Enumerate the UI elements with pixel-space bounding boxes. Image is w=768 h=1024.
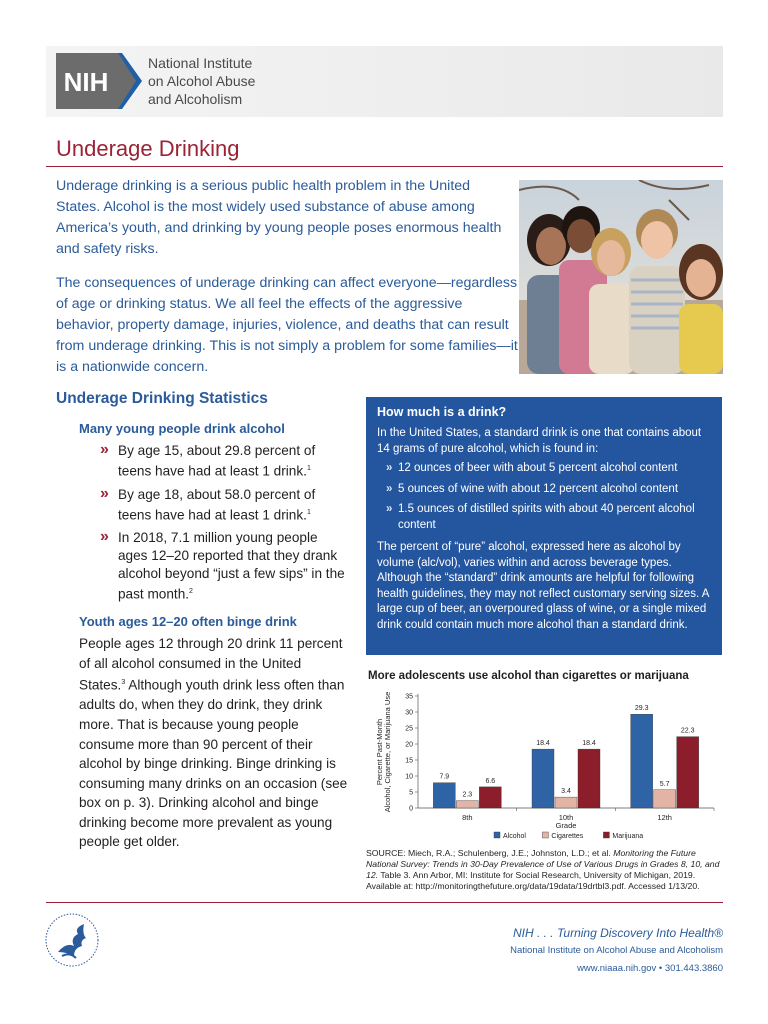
- data-label: 7.9: [439, 773, 450, 781]
- y-axis-label: Alcohol, Cigarette, or Marijuana Use: [383, 691, 392, 813]
- binge-paragraph: [79, 634, 351, 852]
- bar-cigarettes: [456, 801, 478, 808]
- subheading-drink-alcohol: Many young people drink alcohol: [79, 421, 285, 436]
- bullet-text: In 2018, 7.1 million young people ages 12–20 reported that they drank alcohol beyond “just a few sips” in the past month.: [118, 530, 345, 602]
- bullet-chevron-icon: »: [386, 503, 393, 515]
- y-tick-label: 15: [405, 757, 413, 765]
- legend-label: Marijuana: [612, 833, 644, 840]
- footer-divider: [46, 902, 723, 903]
- bar-marijuana: [677, 737, 699, 808]
- source-title: Monitoring the Future National Survey: Trends in 30-Day Prevalence of Use of Various Drugs in Grades 8, 10, and 12.: [366, 848, 720, 880]
- y-tick-label: 35: [405, 693, 413, 701]
- bar-marijuana: [578, 749, 600, 808]
- footer-org: National Institute on Alcohol Abuse and Alcoholism: [510, 945, 723, 956]
- data-label: 6.6: [485, 777, 496, 785]
- footnote-ref: 1: [306, 465, 311, 472]
- y-tick-label: 20: [405, 741, 413, 749]
- nih-logo: [56, 53, 142, 109]
- bullet-chevron-icon: »: [386, 462, 393, 474]
- title-divider: [46, 166, 723, 167]
- teens-group-photo: [519, 180, 723, 374]
- x-tick-label: 10th: [558, 813, 574, 822]
- data-label: 5.7: [659, 780, 670, 788]
- source-citation: [366, 848, 722, 892]
- data-label: 18.4: [536, 740, 550, 748]
- subheading-binge-drink: Youth ages 12–20 often binge drink: [79, 614, 297, 629]
- legend-label: Alcohol: [503, 833, 526, 840]
- box-item-text: 5 ounces of wine with about 12 percent alcohol content: [398, 483, 679, 495]
- y-tick-label: 0: [409, 805, 413, 813]
- intro-paragraph-1: Underage drinking is a serious public health problem in the United States. Alcohol is the most widely used substance of abuse among America’s youth, and drinking by young people poses enormous health and safety risks.: [56, 178, 502, 257]
- statistics-heading: Underage Drinking Statistics: [56, 390, 268, 407]
- org-line-3: and Alcoholism: [148, 91, 243, 107]
- bar-cigarettes: [555, 797, 577, 808]
- legend-swatch: [542, 832, 548, 838]
- bar-alcohol: [532, 749, 554, 808]
- legend-label: Cigarettes: [551, 833, 584, 840]
- standard-drink-box: [366, 397, 722, 655]
- chart-title: More adolescents use alcohol than cigarettes or marijuana: [368, 670, 689, 682]
- x-axis-label: Grade: [555, 821, 577, 830]
- bar-marijuana: [479, 787, 501, 808]
- data-label: 29.3: [634, 705, 649, 713]
- y-tick-label: 25: [405, 725, 413, 733]
- data-label: 2.3: [462, 791, 473, 799]
- source-prefix: SOURCE: Miech, R.A.; Schulenberg, J.E.; Johnston, L.D.; et al.: [366, 848, 614, 858]
- footer-contact: www.niaaa.nih.gov • 301.443.3860: [577, 963, 723, 974]
- data-label: 3.4: [561, 788, 571, 796]
- legend-swatch: [494, 832, 500, 838]
- box-item-text: 12 ounces of beer with about 5 percent alcohol content: [398, 462, 678, 474]
- bullet-text: By age 18, about 58.0 percent of teens have had at least 1 drink.: [118, 487, 316, 523]
- bullet-chevron-icon: »: [386, 483, 393, 495]
- footnote-ref: 3: [121, 679, 126, 687]
- y-tick-label: 10: [405, 773, 413, 781]
- box-item-text: 1.5 ounces of distilled spirits with about 40 percent alcohol content: [398, 503, 695, 531]
- x-tick-label: 8th: [462, 813, 473, 822]
- binge-text-part-1: People ages 12 through 20 drink 11 percent of all alcohol consumed in the United States.: [79, 636, 343, 693]
- bullet-text: By age 15, about 29.8 percent of teens have had at least 1 drink.: [118, 443, 316, 479]
- bullet-chevron-icon: »: [100, 528, 109, 545]
- bullet-chevron-icon: »: [100, 485, 109, 502]
- bar-alcohol: [631, 714, 653, 808]
- box-title: How much is a drink?: [377, 405, 507, 419]
- y-tick-label: 5: [409, 789, 413, 797]
- legend-swatch: [603, 832, 609, 838]
- bullet-chevron-icon: »: [100, 441, 109, 458]
- x-tick-label: 12th: [657, 813, 672, 822]
- footnote-ref: 2: [189, 588, 193, 595]
- nih-logo-text: NIH: [63, 67, 109, 97]
- bar-chart: [366, 686, 722, 846]
- footer-tagline: NIH . . . Turning Discovery Into Health®: [512, 926, 723, 940]
- data-label: 22.3: [680, 727, 695, 735]
- page-title: Underage Drinking: [56, 136, 240, 161]
- y-tick-label: 30: [405, 709, 413, 717]
- bar-cigarettes: [654, 790, 676, 808]
- org-line-2: on Alcohol Abuse: [148, 73, 256, 89]
- footnote-ref: 1: [306, 509, 311, 516]
- data-label: 18.4: [582, 740, 596, 748]
- org-line-1: National Institute: [148, 55, 253, 71]
- org-name: [148, 54, 255, 108]
- intro-paragraph-2: The consequences of underage drinking can affect everyone—regardless of age or drinking status. We all feel the effects of the aggressive behavior, property damage, injuries, violence, and deaths that can result from underage drinking. This is not simply a problem for some families—it is a nationwide concern.: [56, 275, 518, 375]
- source-suffix: Table 3. Ann Arbor, MI: Institute for Social Research, University of Michigan, 2019. Available at: http://monitoringthefuture.org/data/19data/19drtbl3.pdf. Accessed 1/13/20.: [366, 870, 700, 891]
- bar-alcohol: [433, 783, 455, 808]
- hhs-seal-icon: [44, 912, 100, 968]
- box-body: The percent of “pure” alcohol, expressed here as alcohol by volume (alc/vol), varies within and across beverage types. Although the “standard” drink amounts are helpful for following health guidelines, they may not reflect customary serving sizes. A large cup of beer, an overpoured glass of wine, or a single mixed drink could contain much more alcohol than a standard drink.: [377, 541, 709, 631]
- box-intro: In the United States, a standard drink is one that contains about 14 grams of pure alcohol, which is found in:: [377, 427, 702, 455]
- y-axis-label: Percent Past-Month: [375, 718, 384, 786]
- binge-text-part-2: Although youth drink less often than adults do, when they do drink, they drink more. That is because young people consume more than 90 percent of their alcohol by binge drinking. Binge drinking is consuming many drinks on an occasion (see box on p. 3). Drinking alcohol and binge drinking become more prevalent as young people get older.: [79, 677, 348, 850]
- header-bar: [46, 46, 723, 117]
